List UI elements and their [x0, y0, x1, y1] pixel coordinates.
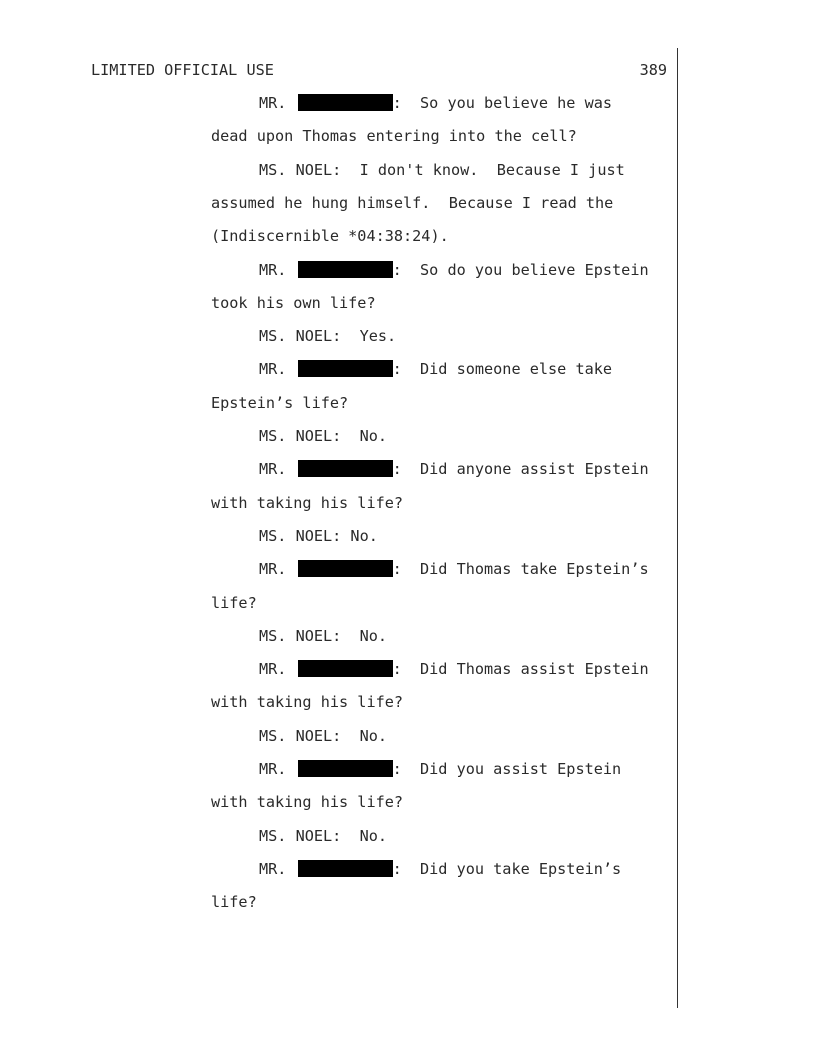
line-text-segment: : So do you believe Epstein	[392, 260, 649, 279]
line-text-segment: took his own life?	[211, 293, 376, 312]
line-text-segment: MR.	[259, 760, 296, 778]
line-text-segment: : Did you assist Epstein	[392, 760, 622, 778]
line-text-segment: MR.	[259, 660, 296, 679]
line-text-segment: life?	[211, 593, 257, 612]
line-text	[211, 294, 376, 312]
line-text-segment: : Did someone else take	[392, 360, 613, 379]
line-text-segment: (Indiscernible *04:38:24).	[211, 227, 449, 246]
line-text	[211, 494, 403, 512]
transcript-line	[0, 227, 680, 249]
line-text-segment: MS. NOEL: No.	[259, 826, 388, 845]
line-text-segment: MS. NOEL: No.	[259, 526, 378, 545]
redaction-bar	[298, 860, 393, 877]
line-text-segment: Epstein’s life?	[211, 393, 349, 412]
redaction-bar	[298, 360, 393, 377]
transcript-line	[0, 161, 680, 183]
line-text-segment: with taking his life?	[211, 693, 404, 712]
transcript-line	[0, 560, 680, 582]
line-text	[259, 261, 649, 279]
transcript-line	[0, 860, 680, 882]
transcript-line	[0, 760, 680, 782]
line-text-segment: with taking his life?	[211, 793, 404, 812]
line-text	[259, 427, 387, 445]
line-text	[211, 693, 403, 711]
redaction-bar	[298, 460, 393, 477]
line-text	[259, 360, 612, 378]
line-text-segment: dead upon Thomas entering into the cell?	[211, 127, 577, 146]
line-text-segment: : Did anyone assist Epstein	[392, 460, 649, 479]
line-text	[259, 560, 649, 578]
transcript-line	[0, 460, 680, 482]
line-text	[259, 161, 625, 179]
redaction-bar	[298, 261, 393, 278]
line-text	[211, 594, 257, 612]
line-text-segment: : Did Thomas take Epstein’s	[392, 560, 649, 579]
line-text	[211, 194, 613, 212]
line-text-segment: : Did you take Epstein’s	[392, 859, 622, 878]
line-text-segment: with taking his life?	[211, 493, 404, 512]
transcript-line	[0, 527, 680, 549]
transcript-line	[0, 327, 680, 349]
transcript-line	[0, 394, 680, 416]
line-text	[259, 94, 612, 112]
transcript-line	[0, 127, 680, 149]
line-text	[211, 793, 403, 811]
transcript-line	[0, 427, 680, 449]
redaction-bar	[298, 560, 393, 577]
transcript-line	[0, 594, 680, 616]
line-text	[259, 827, 387, 845]
line-text	[211, 394, 348, 412]
line-text-segment: MR.	[259, 859, 296, 878]
transcript-line	[0, 893, 680, 915]
line-text-segment: MR.	[259, 460, 296, 479]
page-number: 389	[639, 61, 667, 79]
line-text-segment: MR.	[259, 560, 296, 579]
line-text	[211, 227, 449, 245]
transcript-line	[0, 294, 680, 316]
line-text-segment: life?	[211, 893, 257, 912]
line-text	[259, 660, 649, 678]
line-text-segment: MS. NOEL: No.	[259, 427, 388, 445]
transcript-line	[0, 727, 680, 749]
line-text-segment: MR.	[259, 94, 296, 112]
transcript-line	[0, 693, 680, 715]
transcript-line	[0, 627, 680, 649]
transcript-line	[0, 660, 680, 682]
transcript-line	[0, 360, 680, 382]
line-text	[259, 627, 387, 645]
line-text-segment: MR.	[259, 260, 296, 279]
classification-header: LIMITED OFFICIAL USE	[91, 61, 274, 79]
redaction-bar	[298, 94, 393, 111]
line-text	[259, 527, 378, 545]
line-text	[259, 860, 621, 878]
line-text-segment: MS. NOEL: No.	[259, 626, 388, 645]
line-text-segment: : Did Thomas assist Epstein	[392, 660, 649, 679]
line-text-segment: : So you believe he was	[392, 94, 613, 112]
transcript-line	[0, 827, 680, 849]
transcript-line	[0, 94, 680, 116]
line-text-segment: assumed he hung himself. Because I read the	[211, 193, 614, 212]
line-text	[259, 760, 621, 778]
redaction-bar	[298, 760, 393, 777]
line-text	[211, 893, 257, 911]
line-text	[259, 327, 396, 345]
transcript-line	[0, 793, 680, 815]
line-text-segment: MS. NOEL: No.	[259, 726, 388, 745]
line-text	[211, 127, 577, 145]
line-text-segment: MR.	[259, 360, 296, 379]
redaction-bar	[298, 660, 393, 677]
transcript-line	[0, 261, 680, 283]
line-text-segment: MS. NOEL: I don't know. Because I just	[259, 160, 625, 179]
transcript-line	[0, 194, 680, 216]
line-text	[259, 727, 387, 745]
line-text-segment: MS. NOEL: Yes.	[259, 327, 397, 346]
line-text	[259, 460, 649, 478]
transcript-line	[0, 494, 680, 516]
